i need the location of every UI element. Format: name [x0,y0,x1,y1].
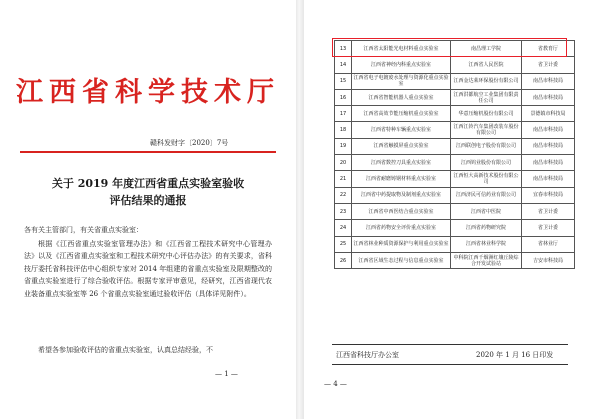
body-paragraph: 根据《江西省重点实验室管理办法》和《江西省工程技术研究中心管理办法》以及《江西省重点实验室和工程技术研究中心评估办法》的有关要求，省科技厅委托省科技评估中心组织专家对 2014 年组建的省重点实验室及限期整改的省重点实验室进行了综合验收评估。根据专家评审意见，经研究，江西省现代农业装备重点实验室等 26 个省重点实验室通过验收评估（具体详见附件）。 [24,240,272,298]
lab-name-cell: 江西省区域生态过程与信息重点实验室 [352,252,451,268]
table-row [335,203,575,219]
row-number-cell: 22 [335,187,352,203]
host-unit-cell: 江西恒大高新技术股份有限公司 [451,171,522,187]
footer-office: 江西省科技厅办公室 [336,351,399,359]
row-number-cell: 24 [335,220,352,236]
host-unit-cell: 江西金达莱环保股份有限公司 [451,73,522,89]
lab-name-cell: 江西省中西医结合重点实验室 [352,203,451,219]
notice-title-line1: 关于 2019 年度江西省重点实验室验收 [51,177,245,190]
page-right [304,0,600,419]
supervising-department-cell: 南昌市科技局 [522,89,575,105]
row-number-cell: 16 [335,89,352,105]
lab-name-cell: 江西省太阳能光电材料重点实验室 [352,41,451,57]
host-unit-cell: 江西联创电子股份有限公司 [451,138,522,154]
lab-name-cell: 江西省特种车辆重点实验室 [352,122,451,138]
table-row [335,252,575,268]
host-unit-cell: 江西济民可信药业有限公司 [451,187,522,203]
host-unit-cell: 中科院江西千烟洲红壤丘陵综合开发试验站 [451,252,522,268]
host-unit-cell: 华意压缩机股份有限公司 [451,106,522,122]
notice-title-line2: 评估结果的通报 [109,194,187,207]
table-row [335,171,575,187]
page-number-left: — 1 — [215,370,238,378]
row-number-cell: 25 [335,236,352,252]
footer-date: 2020 年 1 月 16 日印发 [476,351,554,359]
lab-name-cell: 江西省电子电镀废水处理与资源化重点实验室 [352,73,451,89]
row-number-cell: 17 [335,106,352,122]
lab-name-cell: 江西省中药提取物及制剂重点实验室 [352,187,451,203]
document-number: 赣科发财字〔2020〕7号 [150,139,229,147]
host-unit-cell: 江西省林业科学院 [451,236,522,252]
footer-bottom-rule [332,364,568,365]
host-unit-cell: 江西省药物研究院 [451,220,522,236]
table-row [335,89,575,105]
row-number-cell: 19 [335,138,352,154]
row-number-cell: 23 [335,203,352,219]
supervising-department-cell: 南昌市科技局 [522,138,575,154]
closing-paragraph: 希望各参加验收评估的省重点实验室，认真总结经验，不 [38,346,213,354]
host-unit-cell: 江西洪都航空工业集团有限责任公司 [451,89,522,105]
supervising-department-cell: 南昌市科技局 [522,73,575,89]
supervising-department-cell: 南昌市科技局 [522,122,575,138]
notice-title [20,175,276,209]
lab-name-cell: 江西省智能机器人重点实验室 [352,89,451,105]
lab-name-cell: 江西省高效节能压缩机重点实验室 [352,106,451,122]
supervising-department-cell: 省教育厅 [522,41,575,57]
row-number-cell: 21 [335,171,352,187]
row-number-cell: 20 [335,155,352,171]
page-left [0,0,296,419]
lab-name-cell: 江西省耐磨铸钢材料重点实验室 [352,171,451,187]
lab-name-cell: 江西省林业种质资源保护与利用重点实验室 [352,236,451,252]
table-row [335,155,575,171]
document-header-title: 江西省科学技术厅 [16,77,280,108]
table-row [335,57,575,73]
lab-name-cell: 江西省触摸屏重点实验室 [352,138,451,154]
row-number-cell: 13 [335,41,352,57]
host-unit-cell: 南昌理工学院 [451,41,522,57]
row-number-cell: 15 [335,73,352,89]
table-row [335,236,575,252]
page-number-right: — 4 — [324,380,347,388]
table-row [335,41,575,57]
laboratory-table [334,40,575,269]
red-divider-line [20,151,276,153]
footer-top-rule [332,344,568,345]
supervising-department-cell: 省卫计委 [522,220,575,236]
laboratory-table-body [335,41,575,269]
supervising-department-cell: 省卫计委 [522,203,575,219]
supervising-department-cell: 宜春市科技局 [522,187,575,203]
table-row [335,187,575,203]
book-gutter [296,0,304,419]
host-unit-cell: 江西省中医院 [451,203,522,219]
row-number-cell: 14 [335,57,352,73]
lab-name-cell: 江西省药物安全评价重点实验室 [352,220,451,236]
lab-name-cell: 江西省神经内科重点实验室 [352,57,451,73]
row-number-cell: 18 [335,122,352,138]
row-number-cell: 26 [335,252,352,268]
host-unit-cell: 江西省人民医院 [451,57,522,73]
supervising-department-cell: 吉安市科技局 [522,252,575,268]
host-unit-cell: 江西钨业股份有限公司 [451,155,522,171]
supervising-department-cell: 南昌市科技局 [522,155,575,171]
table-row [335,220,575,236]
supervising-department-cell: 省卫计委 [522,57,575,73]
table-row [335,73,575,89]
table-row [335,138,575,154]
table-row [335,106,575,122]
table-row [335,122,575,138]
supervising-department-cell: 南昌市科技局 [522,171,575,187]
supervising-department-cell: 景德镇市科技局 [522,106,575,122]
host-unit-cell: 江西江铃汽车集团改装车股份有限公司 [451,122,522,138]
salutation: 各有关主管部门，有关省重点实验室： [24,226,143,234]
supervising-department-cell: 省林业厅 [522,236,575,252]
lab-name-cell: 江西省数控刀具重点实验室 [352,155,451,171]
